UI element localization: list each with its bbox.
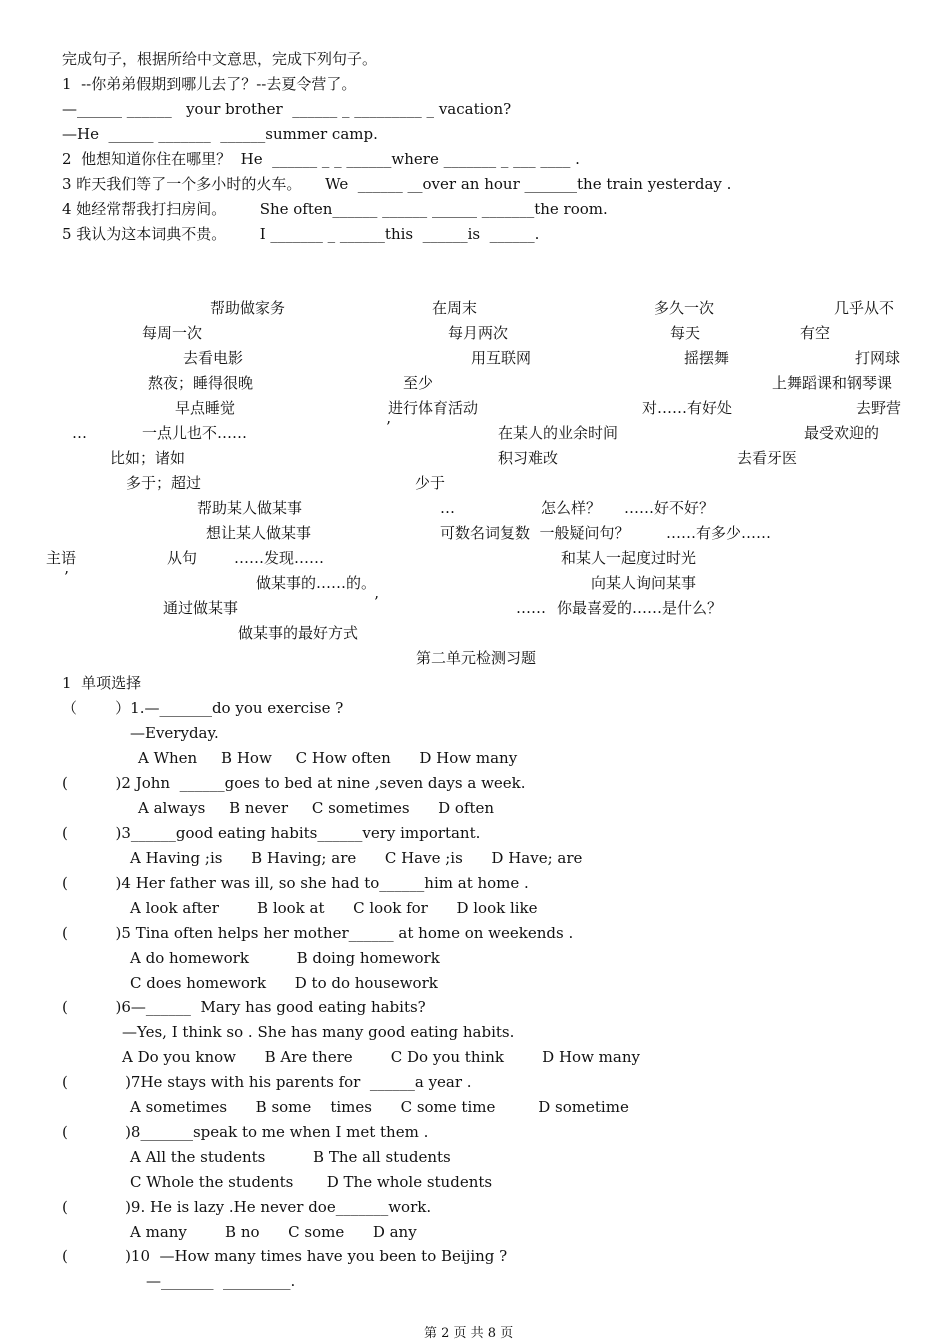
phrase: 积习难改 bbox=[498, 449, 559, 467]
q1-answer-a: —______ ______ your brother ______ _ _________ _ vacation? bbox=[62, 100, 512, 118]
options-line: C does homework D to do housework bbox=[130, 974, 438, 992]
instruction-heading: 完成句子，根据所给中文意思，完成下列句子。 bbox=[62, 50, 378, 68]
phrase: 用互联网 bbox=[471, 349, 532, 367]
phrase: 多久一次 bbox=[654, 299, 715, 317]
phrase: 做某事的……的。 bbox=[256, 574, 377, 592]
phrase: 每周一次 bbox=[142, 324, 203, 342]
phrase: 帮助某人做某事 bbox=[197, 499, 303, 517]
phrase: 少于 bbox=[415, 474, 446, 492]
question-line: ( )6—______ Mary has good eating habits? bbox=[62, 998, 426, 1016]
q4-sentence: 4 她经常帮我打扫房间。 She often______ ______ ______ _______the room. bbox=[62, 200, 608, 218]
phrase: 去看电影 bbox=[183, 349, 244, 367]
phrase: ……有多少…… bbox=[666, 524, 772, 542]
phrase: ……发现…… bbox=[234, 549, 325, 567]
question-line: （ ）1.—_______do you exercise ? bbox=[62, 699, 344, 717]
test-part-heading: 1 单项选择 bbox=[62, 674, 142, 692]
phrase: 帮助做家务 bbox=[210, 299, 286, 317]
answer-line: —_______ _________. bbox=[146, 1272, 296, 1290]
options-line: A sometimes B some times C some time D sometime bbox=[130, 1098, 629, 1116]
phrase: 至少 bbox=[403, 374, 434, 392]
phrase: 向某人询问某事 bbox=[591, 574, 697, 592]
phrase: 对……有好处 bbox=[642, 399, 733, 417]
phrase: 主语 bbox=[46, 549, 77, 567]
phrase: 最受欢迎的 bbox=[804, 424, 880, 442]
phrase: 在周末 bbox=[432, 299, 478, 317]
question-line: ( )10 —How many times have you been to Beijing ? bbox=[62, 1247, 508, 1265]
phrase: 多于；超过 bbox=[126, 474, 202, 492]
options-line: A look after B look at C look for D look like bbox=[130, 899, 538, 917]
phrase: … bbox=[440, 499, 455, 517]
phrase: 每天 bbox=[670, 324, 701, 342]
options-line: A do homework B doing homework bbox=[130, 949, 440, 967]
q3-sentence: 3 昨天我们等了一个多小时的火车。 We ______ __over an hour _______the train yesterday . bbox=[62, 175, 732, 193]
phrase: 去看牙医 bbox=[737, 449, 798, 467]
question-line: ( )4 Her father was ill, so she had to______him at home . bbox=[62, 874, 529, 892]
phrase: 通过做某事 bbox=[163, 599, 239, 617]
options-line: A All the students B The all students bbox=[130, 1148, 451, 1166]
phrase: 比如；诸如 bbox=[110, 449, 186, 467]
phrase: 在某人的业余时间 bbox=[498, 424, 619, 442]
answer-line: —Yes, I think so . She has many good eating habits. bbox=[122, 1023, 515, 1041]
question-line: ( )3______good eating habits______very important. bbox=[62, 824, 481, 842]
phrase: ’ bbox=[374, 593, 379, 611]
phrase: 和某人一起度过时光 bbox=[561, 549, 697, 567]
phrase: 早点睡觉 bbox=[175, 399, 236, 417]
phrase: ’ bbox=[64, 568, 69, 586]
phrase: 怎么样？ bbox=[541, 499, 602, 517]
phrase: 去野营 bbox=[856, 399, 902, 417]
phrase: 进行体育活动 bbox=[388, 399, 479, 417]
question-line: ( )8_______speak to me when I met them . bbox=[62, 1123, 429, 1141]
phrase: 打网球 bbox=[855, 349, 901, 367]
phrase: 想让某人做某事 bbox=[206, 524, 312, 542]
phrase: …… bbox=[516, 599, 546, 617]
phrase: 上舞蹈课和钢琴课 bbox=[772, 374, 893, 392]
phrase: 熬夜；睡得很晚 bbox=[148, 374, 254, 392]
phrase: 摇摆舞 bbox=[684, 349, 730, 367]
phrase: 做某事的最好方式 bbox=[238, 624, 359, 642]
options-line: A When B How C How often D How many bbox=[138, 749, 518, 767]
test-title: 第二单元检测习题 bbox=[416, 649, 537, 667]
question-line: ( )2 John ______goes to bed at nine ,seven days a week. bbox=[62, 774, 526, 792]
phrase: ……好不好？ bbox=[624, 499, 715, 517]
phrase: 每月两次 bbox=[448, 324, 509, 342]
phrase: 有空 bbox=[800, 324, 831, 342]
phrase: 从句 bbox=[167, 549, 198, 567]
options-line: A always B never C sometimes D often bbox=[138, 799, 495, 817]
q2-sentence: 2 他想知道你住在哪里？ He ______ _ _ ______where _______ _ ___ ____ . bbox=[62, 150, 580, 168]
question-line: ( )7He stays with his parents for ______a year . bbox=[62, 1073, 472, 1091]
phrase: … bbox=[72, 424, 87, 442]
q5-sentence: 5 我认为这本词典不贵。 I _______ _ ______this ______is ______. bbox=[62, 225, 540, 243]
q1-answer-b: —He ______ _______ ______summer camp. bbox=[62, 125, 378, 143]
phrase: 一点儿也不…… bbox=[142, 424, 248, 442]
phrase: 几乎从不 bbox=[834, 299, 895, 317]
options-line: A many B no C some D any bbox=[130, 1223, 417, 1241]
page-footer: 第 2 页 共 8 页 bbox=[424, 1326, 514, 1341]
options-line: A Do you know B Are there C Do you think D How many bbox=[122, 1048, 640, 1066]
phrase: 可数名词复数 一般疑问句？ bbox=[440, 524, 630, 542]
phrase: ’ bbox=[386, 418, 391, 436]
options-line: C Whole the students D The whole students bbox=[130, 1173, 493, 1191]
question-line: ( )5 Tina often helps her mother______ at home on weekends . bbox=[62, 924, 574, 942]
phrase: 你最喜爱的……是什么？ bbox=[557, 599, 723, 617]
q1-chinese: 1 --你弟弟假期到哪儿去了？--去夏令营了。 bbox=[62, 75, 357, 93]
question-line: ( )9. He is lazy .He never doe_______work. bbox=[62, 1198, 432, 1216]
options-line: A Having ;is B Having; are C Have ;is D Have; are bbox=[130, 849, 583, 867]
answer-line: —Everyday. bbox=[130, 724, 219, 742]
